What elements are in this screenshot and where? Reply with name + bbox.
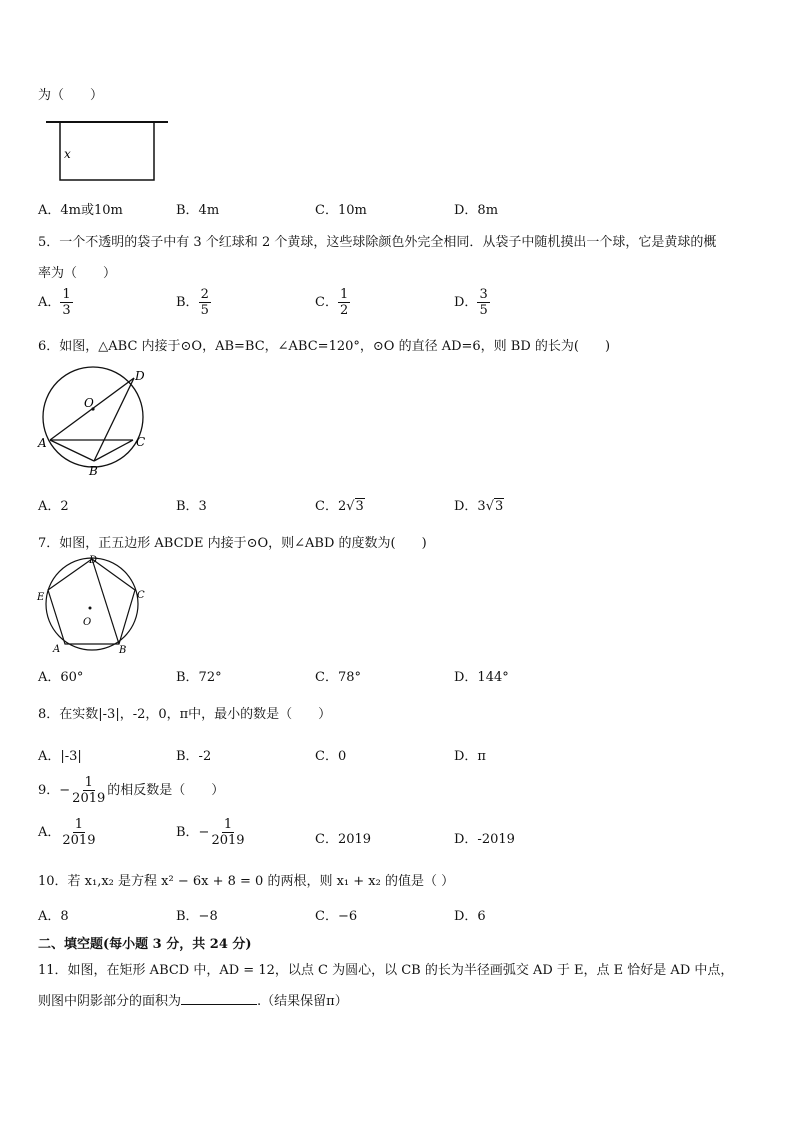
q6-figure [34,364,159,479]
q6-label-b: B [89,464,98,478]
q4-figure [44,116,172,186]
q7-option-d: D．144° [454,670,509,685]
q11-stem-line1: 11．如图，在矩形 ABCD 中，AD = 12，以点 C 为圆心，以 CB 的长为半径画弧交 AD 于 E，点 E 恰好是 AD 中点， [38,963,734,978]
q7-option-c: C．78° [315,670,361,685]
q9-option-c: C．2019 [315,832,372,847]
q5-stem-line1: 5．一个不透明的袋子中有 3 个红球和 2 个黄球，这些球除颜色外完全相同．从袋子中随机摸出一个球，它是黄球的概 [38,235,717,250]
q6-label-c: C [136,435,146,449]
q9-stem: 9．− $\frac{1}{2019}$ 的相反数是（ ） [38,775,225,806]
q7-option-b: B．72° [176,670,222,685]
q9-option-a: A． $\frac{1}{2019}$ [38,817,96,848]
q7-label-b: B [119,645,127,656]
section-title: 二、填空题(每小题 3 分，共 24 分) [38,937,252,952]
q9-option-b: B．− $\frac{1}{2019}$ [176,817,245,848]
q8-option-a: A．|-3| [38,749,82,764]
q4-fig-label: x [64,147,71,161]
q10-option-c: C．−6 [315,909,358,924]
q8-option-d: D．π [454,749,486,764]
q9-option-d: D．-2019 [454,832,515,847]
q6-option-c: C．2√3 [315,499,364,514]
q8-option-b: B．-2 [176,749,212,764]
q6-stem: 6．如图，△ABC 内接于⊙O，AB=BC，∠ABC=120°，⊙O 的直径 AD=6，则 BD 的长为( ) [38,339,611,354]
q10-option-a: A．8 [38,909,69,924]
q10-option-d: D．6 [454,909,486,924]
q6-option-a: A．2 [38,499,69,514]
q5-option-c: C． $\frac{1}{2}$ [315,287,349,318]
q4-option-c: C．10m [315,203,367,218]
q8-option-c: C．0 [315,749,347,764]
q5-stem-line2: 率为（ ） [38,266,117,281]
q4-stem-tail: 为（ ） [38,88,104,103]
q4-option-a: A．4m或10m [38,203,123,218]
q6-label-a: A [38,436,47,450]
q8-stem: 8．在实数|-3|，-2，0，π中，最小的数是（ ） [38,707,332,722]
q7-label-c: C [137,590,145,601]
q5-option-b: B． $\frac{2}{5}$ [176,287,209,318]
q7-label-a: A [53,644,61,655]
q5-option-d: D． $\frac{3}{5}$ [454,287,488,318]
q6-option-d: D．3√3 [454,499,504,514]
answer-blank[interactable] [181,992,257,1005]
q7-label-d: D [89,555,98,566]
q10-stem: 10．若 x₁,x₂ 是方程 x² − 6x + 8 = 0 的两根，则 x₁ + x₂ 的值是（ ） [38,874,455,889]
q10-option-b: B．−8 [176,909,218,924]
q7-label-o: O [83,617,92,628]
q7-label-e: E [37,592,45,603]
q4-option-d: D．8m [454,203,499,218]
q7-stem: 7．如图，正五边形 ABCDE 内接于⊙O，则∠ABD 的度数为( ) [38,536,427,551]
q7-figure [34,553,154,659]
q7-option-a: A．60° [38,670,84,685]
q6-label-d: D [135,369,145,383]
q11-stem-line2: 则图中阴影部分的面积为 .（结果保留π） [38,994,348,1009]
q6-label-o: O [84,396,94,410]
q4-option-b: B．4m [176,203,220,218]
q6-option-b: B．3 [176,499,207,514]
q5-option-a: A． $\frac{1}{3}$ [38,287,71,318]
